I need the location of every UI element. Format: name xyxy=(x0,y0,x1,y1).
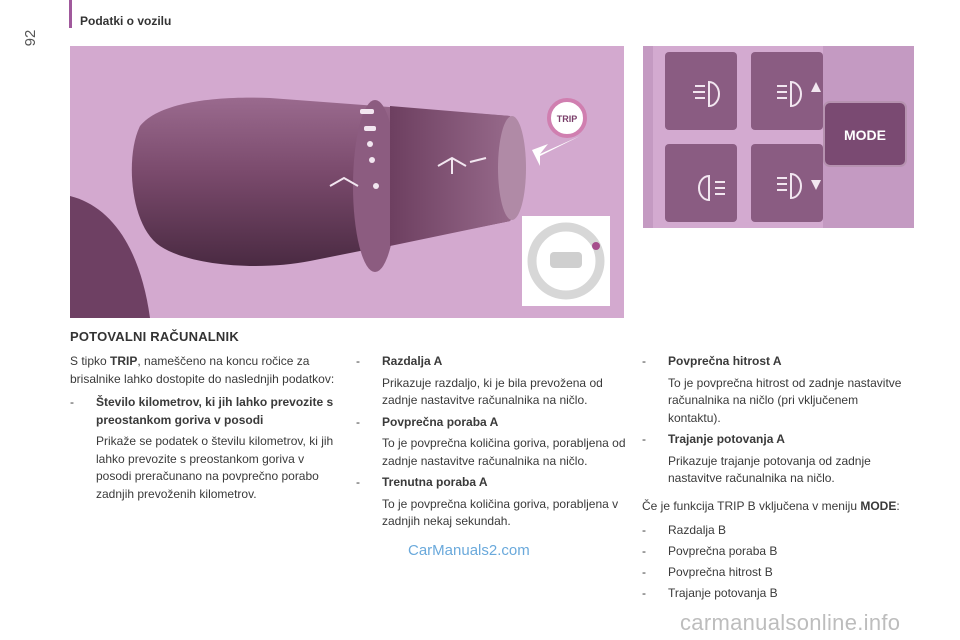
trip-button-label: TRIP xyxy=(556,114,578,124)
position-mark xyxy=(369,157,375,163)
item-title: Razdalja A xyxy=(382,354,443,368)
stalk-location-dot xyxy=(592,242,600,250)
column-1 xyxy=(70,353,338,507)
section-heading: POTOVALNI RAČUNALNIK xyxy=(70,329,239,344)
dashboard-buttons-drawing xyxy=(643,46,914,228)
watermark-carmanuals: CarManuals2.com xyxy=(408,542,530,559)
position-mark xyxy=(364,126,376,131)
position-mark xyxy=(367,141,373,147)
list-text: Povprečna hitrost B xyxy=(668,565,773,579)
bullet-dash: - xyxy=(642,586,646,600)
mode-paragraph xyxy=(642,498,912,516)
list-text: Razdalja B xyxy=(668,523,727,537)
list-item xyxy=(356,414,626,471)
item-description: To je povprečna količina goriva, porabljena v zadnjih nekaj sekundah. xyxy=(382,496,619,528)
position-mark xyxy=(373,183,379,189)
mode-button-illustration xyxy=(643,46,914,228)
list-item xyxy=(642,431,912,488)
list-item xyxy=(642,353,912,427)
accent-bar xyxy=(69,0,72,28)
bullet-dash: - xyxy=(642,565,646,579)
item-description: Prikazuje razdaljo, ki je bila prevožena od zadnje nastavitve računalnika na ničlo. xyxy=(382,375,603,407)
list-item xyxy=(642,542,912,561)
item-title: Število kilometrov, ki jih lahko prevozite s preostankom goriva v posodi xyxy=(96,395,334,427)
item-title: Trenutna poraba A xyxy=(382,475,488,489)
wiper-stalk-drawing xyxy=(70,46,624,318)
list-text: Povprečna poraba B xyxy=(668,544,778,558)
bullet-dash: - xyxy=(642,523,646,537)
intro-text-rest: , nameščeno na koncu ročice za brisalnike lahko dostopite do naslednjih podatkov: xyxy=(70,354,335,386)
bullet-dash: - xyxy=(642,544,646,558)
bullet-dash: - xyxy=(356,475,360,489)
rear-fog-button xyxy=(665,144,737,222)
item-description: Prikazuje trajanje potovanja od zadnje nastavitve računalnika na ničlo. xyxy=(668,453,871,485)
item-description: To je povprečna količina goriva, porabljena od zadnje nastavitve računalnika na ničlo. xyxy=(382,436,626,468)
wiper-stalk-illustration xyxy=(70,46,624,318)
item-description: To je povprečna hitrost od zadnje nastavitve računalnika na ničlo (pri vključenem kontaktu). xyxy=(668,375,902,425)
mode-button-label: MODE xyxy=(844,127,886,143)
stalk-end-cap xyxy=(498,116,526,220)
list-text: Trajanje potovanja B xyxy=(668,586,778,600)
section-title: Podatki o vozilu xyxy=(80,14,172,28)
intro-text: S tipko xyxy=(70,354,111,368)
list-item xyxy=(642,521,912,540)
position-mark xyxy=(360,109,374,114)
arrow-icon xyxy=(532,136,580,166)
mode-bold: MODE xyxy=(860,498,897,513)
page-number: 92 xyxy=(22,29,39,47)
column-shape xyxy=(70,196,150,318)
column-2 xyxy=(356,353,626,535)
list-item xyxy=(642,584,912,603)
bullet-dash: - xyxy=(642,354,646,368)
mode-colon: : xyxy=(896,498,900,513)
intro-bold: TRIP xyxy=(110,354,138,368)
list-item xyxy=(356,474,626,531)
item-title: Povprečna poraba A xyxy=(382,414,499,429)
bullet-dash: - xyxy=(70,395,74,409)
steering-hub xyxy=(550,252,582,268)
column-3 xyxy=(642,353,912,605)
mode-text: Če je funkcija TRIP B vključena v meniju xyxy=(642,498,861,513)
item-description: Prikaže se podatek o številu kilometrov, ki jih lahko prevozite s preostankom goriva v posodi preračunano na povprečno porabo zadnjih prevoženih kilometrov. xyxy=(96,434,334,501)
list-item xyxy=(70,394,338,503)
bullet-dash: - xyxy=(356,354,360,368)
item-title: Povprečna hitrost A xyxy=(668,354,782,368)
bullet-dash: - xyxy=(642,432,646,446)
bullet-dash: - xyxy=(356,414,360,429)
list-item xyxy=(356,353,626,410)
watermark-site: carmanualsonline.info xyxy=(680,610,901,635)
list-item xyxy=(642,563,912,582)
intro-paragraph xyxy=(70,353,338,388)
item-title: Trajanje potovanja A xyxy=(668,432,785,446)
